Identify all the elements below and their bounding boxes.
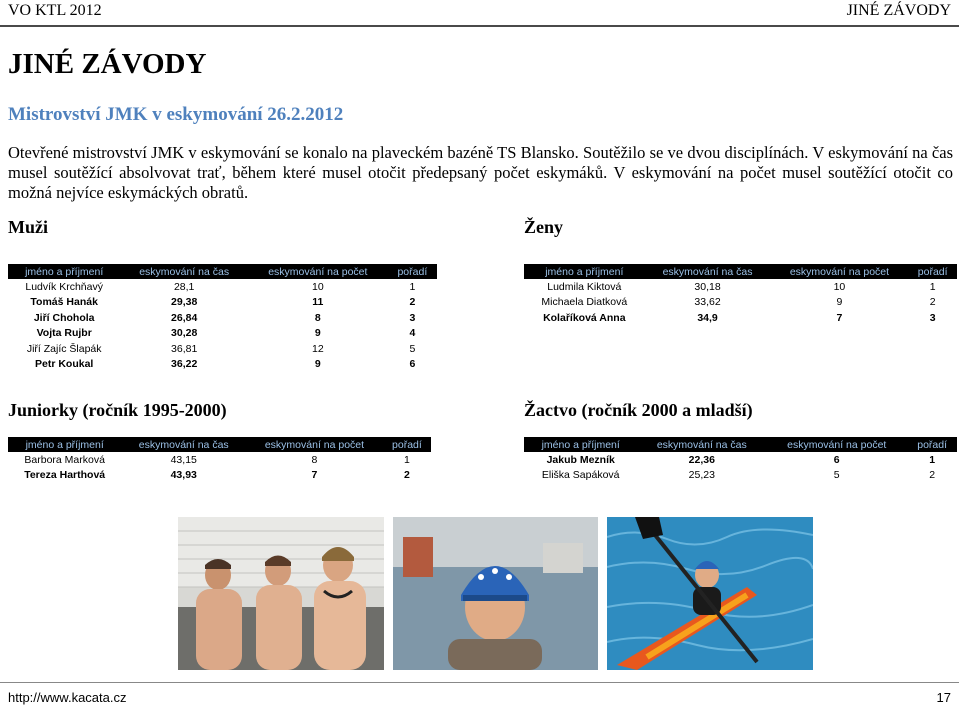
- results-table-zeny: [524, 264, 957, 326]
- cell-name: Tomáš Hanák: [30, 296, 98, 309]
- col-header-count: eskymování na počet: [766, 437, 907, 452]
- cell-count: 6: [833, 453, 840, 466]
- col-header-rank: pořadí: [388, 264, 437, 279]
- cell-name: Ludvík Krchňavý: [25, 280, 103, 293]
- cell-time: 26,84: [171, 311, 198, 324]
- section-heading-zeny: Ženy: [524, 217, 564, 237]
- col-header-name: jméno a příjmení: [8, 437, 121, 452]
- table-header-row: [524, 437, 957, 452]
- cell-count: 9: [314, 358, 321, 371]
- table-row: [524, 295, 957, 311]
- cell-time: 43,93: [170, 469, 197, 482]
- col-header-count: eskymování na počet: [246, 437, 383, 452]
- col-header-rank: pořadí: [907, 437, 957, 452]
- page-number: 17: [936, 690, 951, 705]
- cell-count: 8: [314, 311, 321, 324]
- cell-rank: 3: [409, 311, 416, 324]
- cell-name: Ludmila Kiktová: [547, 280, 622, 293]
- section-heading-juniorky: Juniorky (ročník 1995-2000): [8, 400, 227, 420]
- col-header-rank: pořadí: [383, 437, 431, 452]
- page-title: JINÉ ZÁVODY: [8, 48, 207, 80]
- table-row: [8, 279, 437, 295]
- table-row: [8, 326, 437, 342]
- col-header-time: eskymování na čas: [645, 264, 771, 279]
- table-row: [524, 452, 957, 468]
- section-heading-muzi: Muži: [8, 217, 48, 237]
- header-left: VO KTL 2012: [8, 2, 102, 19]
- cell-time: 43,15: [170, 453, 197, 466]
- cell-time: 36,22: [171, 358, 198, 371]
- cell-name: Jakub Mezník: [546, 453, 615, 466]
- table-row: [8, 341, 437, 357]
- intro-paragraph: Otevřené mistrovství JMK v eskymování se konalo na plaveckém bazéně TS Blansko. Soutěžilo se ve dvou disciplínách. V eskymování na čas musel soutěžící absolvovat trať, během které musel otočit předepsaný počet eskymáků. V eskymování na počet musel soutěžící otočit co možná nejvíce eskymáckých obratů.: [8, 143, 953, 202]
- col-header-time: eskymování na čas: [637, 437, 766, 452]
- table-row: [8, 295, 437, 311]
- table-header-row: [8, 264, 437, 279]
- cell-count: 10: [833, 280, 846, 293]
- event-subtitle: Mistrovství JMK v eskymování 26.2.2012: [8, 104, 344, 125]
- results-table-zactvo: [524, 437, 957, 483]
- cell-rank: 2: [409, 296, 416, 309]
- cell-rank: 1: [409, 280, 416, 293]
- section-heading-zactvo: Žactvo (ročník 2000 a mladší): [524, 400, 753, 420]
- table-header-row: [524, 264, 957, 279]
- cell-name: Michaela Diatková: [541, 296, 628, 309]
- col-header-rank: pořadí: [908, 264, 957, 279]
- cell-time: 30,28: [171, 327, 198, 340]
- results-table-juniorky: [8, 437, 431, 483]
- cell-rank: 2: [929, 296, 936, 309]
- photo-girl-helmet: [393, 517, 598, 670]
- cell-name: Jiří Chohola: [33, 311, 95, 324]
- cell-count: 12: [312, 342, 324, 355]
- cell-rank: 4: [409, 327, 416, 340]
- cell-count: 9: [836, 296, 843, 309]
- table-row: [8, 357, 437, 373]
- cell-time: 34,9: [697, 311, 718, 324]
- cell-time: 36,81: [171, 342, 198, 355]
- cell-count: 5: [833, 469, 840, 482]
- results-table-muzi: [8, 264, 437, 372]
- table-header-row: [8, 437, 431, 452]
- cell-count: 8: [311, 453, 318, 466]
- col-header-count: eskymování na počet: [248, 264, 388, 279]
- cell-time: 29,38: [171, 296, 198, 309]
- table-row: [524, 279, 957, 295]
- cell-count: 10: [312, 280, 324, 293]
- cell-name: Tereza Harthová: [24, 469, 106, 482]
- col-header-time: eskymování na čas: [121, 437, 246, 452]
- footer-rule: [0, 682, 959, 683]
- cell-time: 25,23: [688, 469, 715, 482]
- table-row: [524, 310, 957, 326]
- col-header-name: jméno a příjmení: [8, 264, 120, 279]
- header-right: JINÉ ZÁVODY: [846, 2, 951, 19]
- table-row: [8, 310, 437, 326]
- cell-time: 28,1: [173, 280, 195, 293]
- cell-rank: 5: [409, 342, 416, 355]
- cell-rank: 1: [403, 453, 410, 466]
- cell-count: 7: [311, 469, 318, 482]
- col-header-name: jméno a příjmení: [524, 437, 637, 452]
- cell-count: 11: [312, 296, 324, 309]
- cell-name: Vojta Rujbr: [36, 327, 92, 340]
- cell-time: 22,36: [688, 453, 715, 466]
- footer-url: http://www.kacata.cz: [8, 690, 127, 705]
- header-rule: [0, 25, 959, 27]
- cell-rank: 1: [929, 453, 936, 466]
- cell-name: Petr Koukal: [35, 358, 94, 371]
- table-row: [524, 468, 957, 484]
- cell-rank: 2: [929, 469, 936, 482]
- cell-name: Jiří Zajíc Šlapák: [26, 342, 102, 355]
- cell-count: 7: [836, 311, 843, 324]
- cell-name: Barbora Marková: [24, 453, 105, 466]
- col-header-time: eskymování na čas: [120, 264, 248, 279]
- table-row: [8, 468, 431, 484]
- cell-rank: 3: [929, 311, 936, 324]
- table-row: [8, 452, 431, 468]
- cell-time: 30,18: [694, 280, 721, 293]
- col-header-count: eskymování na počet: [770, 264, 908, 279]
- cell-name: Eliška Sapáková: [541, 469, 620, 482]
- cell-time: 33,62: [694, 296, 721, 309]
- photo-kayak: [607, 517, 813, 670]
- cell-rank: 6: [409, 358, 416, 371]
- cell-rank: 1: [929, 280, 936, 293]
- cell-name: Kolaříková Anna: [543, 311, 626, 324]
- col-header-name: jméno a příjmení: [524, 264, 645, 279]
- cell-rank: 2: [403, 469, 410, 482]
- cell-count: 9: [314, 327, 321, 340]
- photo-three-paddlers: [178, 517, 384, 670]
